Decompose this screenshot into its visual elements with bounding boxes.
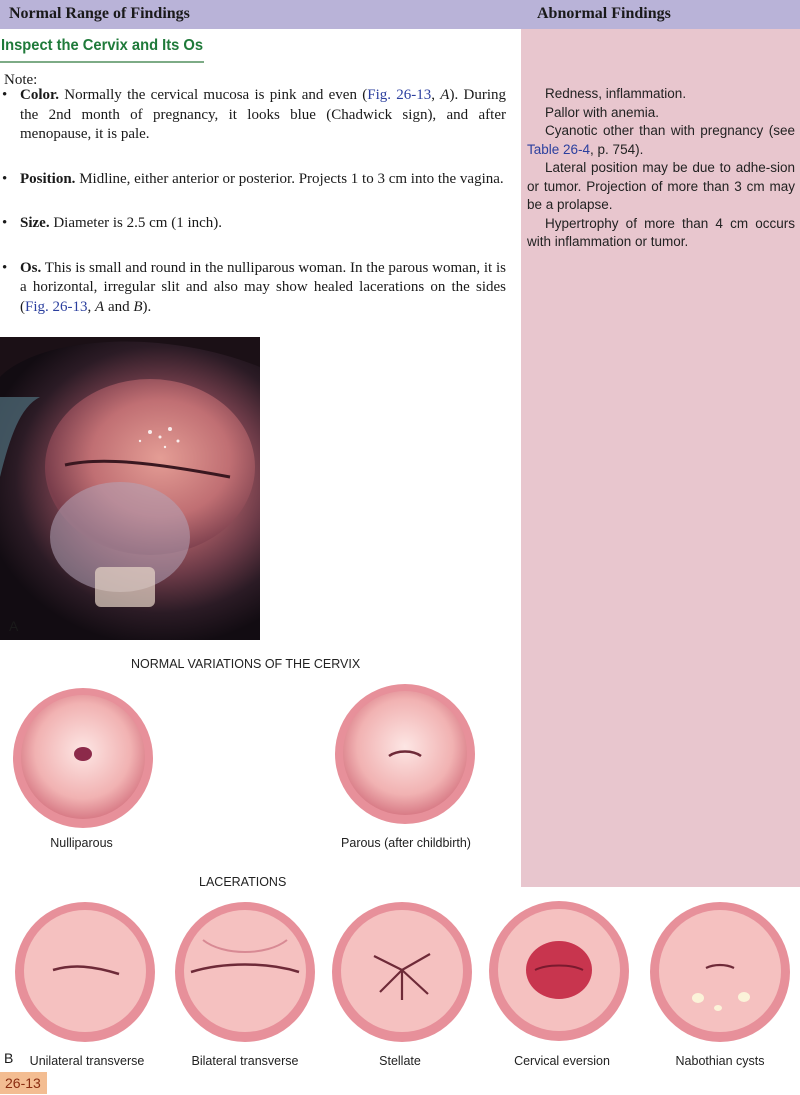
normal-findings-list: [0, 86, 506, 317]
unilateral-caption: Unilateral transverse: [29, 1054, 145, 1068]
cervix-photo-illustration: [0, 337, 260, 640]
cervix-photo: [0, 337, 260, 640]
abnormal-item: Hypertrophy of more than 4 cm occurs with inflammation or tumor.: [527, 215, 795, 249]
list-item-color: • Color. Normally the cervical mucosa is pink and even (Fig. 26-13, A). During the 2nd month of pregnancy, it looks blue (Chadwick sign), and after menopause, it is pale.: [0, 86, 506, 145]
parous-cervix-illustration: [333, 682, 478, 827]
normal-variations-heading: NORMAL VARIATIONS OF THE CERVIX: [131, 657, 361, 671]
abnormal-findings-header: Abnormal Findings: [537, 5, 671, 22]
abnormal-item: Pallor with anemia.: [545, 104, 660, 120]
unilateral-transverse-illustration: [13, 900, 157, 1044]
bilateral-transverse-illustration: [173, 900, 317, 1044]
section-title: Inspect the Cervix and Its Os: [1, 37, 204, 54]
stellate-illustration: [330, 900, 474, 1044]
lacerations-heading: LACERATIONS: [199, 875, 287, 889]
abnormal-item: Cyanotic other than with pregnancy (see Table 26-4, p. 754).: [527, 123, 795, 157]
cervical-eversion-illustration: [487, 898, 631, 1044]
nabothian-caption: Nabothian cysts: [675, 1054, 765, 1068]
parous-caption: Parous (after childbirth): [341, 836, 471, 850]
stellate-caption: Stellate: [379, 1054, 421, 1068]
abnormal-findings-text: [527, 85, 795, 252]
note-label: Note:: [4, 72, 38, 88]
abnormal-item: Redness, inflammation.: [545, 86, 687, 101]
figure-number: 26-13: [5, 1075, 41, 1091]
nabothian-cysts-illustration: [648, 900, 792, 1044]
normal-findings-header: Normal Range of Findings: [9, 5, 190, 22]
figure-link[interactable]: Fig. 26-13: [367, 87, 432, 103]
abnormal-item: Lateral position may be due to adhe-sion or tumor. Projection of more than 3 cm may be a prolapse.: [527, 160, 795, 212]
section-title-underline: [0, 61, 204, 63]
figure-label-a: A: [9, 618, 19, 634]
list-item-position: • Position. Midline, either anterior or posterior. Projects 1 to 3 cm into the vagina.: [0, 170, 506, 190]
table-link[interactable]: Table 26-4: [527, 141, 591, 157]
nulliparous-caption: Nulliparous: [50, 836, 113, 850]
nulliparous-cervix-illustration: [11, 686, 156, 831]
bilateral-caption: Bilateral transverse: [191, 1054, 299, 1068]
list-item-size: • Size. Diameter is 2.5 cm (1 inch).: [0, 214, 506, 234]
figure-number-tag: [0, 1072, 47, 1094]
figure-link[interactable]: Fig. 26-13: [25, 298, 88, 315]
list-item-os: • Os. This is small and round in the nulliparous woman. In the parous woman, it is a horizontal, irregular slit and also may show healed lacerations on the sides (Fig. 26-13, A and B).: [0, 259, 506, 318]
column-header-bar: [0, 0, 800, 29]
eversion-caption: Cervical eversion: [514, 1054, 610, 1068]
figure-label-b: B: [4, 1050, 14, 1066]
